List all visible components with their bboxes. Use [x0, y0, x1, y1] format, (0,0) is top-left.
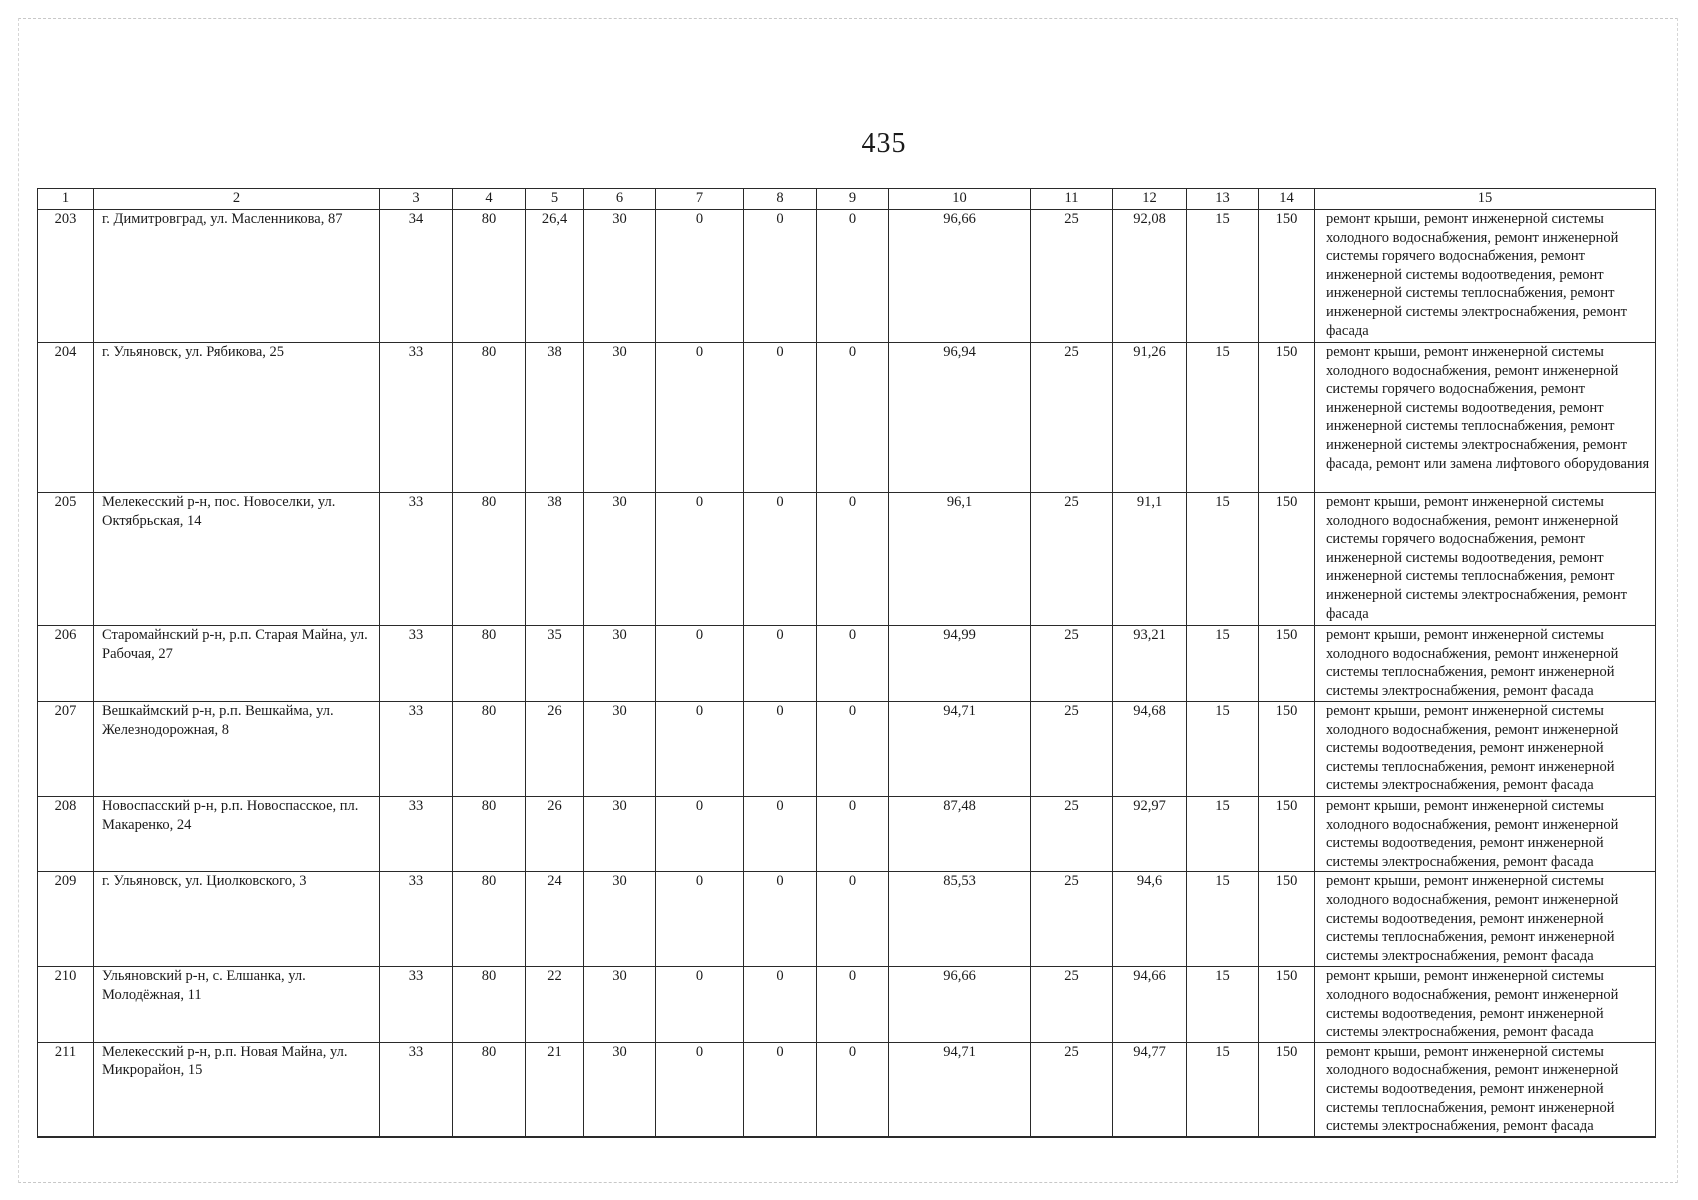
- address: г. Ульяновск, ул. Рябикова, 25: [94, 343, 380, 493]
- table-row: [38, 493, 1656, 626]
- value-col-10: 94,71: [889, 702, 1031, 797]
- value-col-8: 0: [744, 872, 817, 967]
- value-col-5: 35: [526, 626, 584, 702]
- value-col-13: 15: [1187, 493, 1259, 626]
- value-col-5: 26,4: [526, 210, 584, 343]
- row-number: 203: [38, 210, 94, 343]
- value-col-13: 15: [1187, 210, 1259, 343]
- table-row: [38, 210, 1656, 343]
- value-col-4: 80: [453, 493, 526, 626]
- value-col-12: 92,08: [1113, 210, 1187, 343]
- value-col-3: 34: [380, 210, 453, 343]
- page-number: 435: [861, 128, 907, 159]
- value-col-6: 30: [584, 210, 656, 343]
- column-header: 3: [380, 189, 453, 210]
- value-col-6: 30: [584, 967, 656, 1042]
- value-col-10: 87,48: [889, 797, 1031, 872]
- column-header: 4: [453, 189, 526, 210]
- value-col-10: 96,66: [889, 210, 1031, 343]
- address: Старомайнский р-н, р.п. Старая Майна, ул. Рабочая, 27: [94, 626, 380, 702]
- value-col-7: 0: [656, 702, 744, 797]
- column-header: 13: [1187, 189, 1259, 210]
- column-header: 1: [38, 189, 94, 210]
- value-col-6: 30: [584, 1042, 656, 1137]
- column-header: 15: [1315, 189, 1656, 210]
- value-col-3: 33: [380, 493, 453, 626]
- value-col-7: 0: [656, 493, 744, 626]
- address: Мелекесский р-н, пос. Новоселки, ул. Октябрьская, 14: [94, 493, 380, 626]
- value-col-4: 80: [453, 343, 526, 493]
- value-col-5: 22: [526, 967, 584, 1042]
- value-col-14: 150: [1259, 626, 1315, 702]
- value-col-14: 150: [1259, 702, 1315, 797]
- value-col-14: 150: [1259, 1042, 1315, 1137]
- value-col-9: 0: [817, 702, 889, 797]
- value-col-4: 80: [453, 1042, 526, 1137]
- value-col-12: 91,26: [1113, 343, 1187, 493]
- row-number: 205: [38, 493, 94, 626]
- value-col-9: 0: [817, 967, 889, 1042]
- value-col-6: 30: [584, 797, 656, 872]
- value-col-4: 80: [453, 967, 526, 1042]
- value-col-11: 25: [1031, 626, 1113, 702]
- value-col-4: 80: [453, 626, 526, 702]
- value-col-11: 25: [1031, 493, 1113, 626]
- value-col-13: 15: [1187, 872, 1259, 967]
- row-number: 204: [38, 343, 94, 493]
- value-col-11: 25: [1031, 343, 1113, 493]
- value-col-14: 150: [1259, 210, 1315, 343]
- address: г. Димитровград, ул. Масленникова, 87: [94, 210, 380, 343]
- value-col-12: 91,1: [1113, 493, 1187, 626]
- value-col-14: 150: [1259, 343, 1315, 493]
- value-col-11: 25: [1031, 1042, 1113, 1137]
- value-col-9: 0: [817, 210, 889, 343]
- value-col-14: 150: [1259, 872, 1315, 967]
- value-col-5: 26: [526, 702, 584, 797]
- row-number: 209: [38, 872, 94, 967]
- value-col-7: 0: [656, 872, 744, 967]
- table-row: [38, 343, 1656, 493]
- works-list: ремонт крыши, ремонт инженерной системы холодного водоснабжения, ремонт инженерной системы горячего водоснабжения, ремонт инженерной системы водоотведения, ремонт инженерной системы теплоснабжения, ремонт инженерной системы электроснабжения, ремонт фасада: [1315, 493, 1656, 626]
- column-header: 10: [889, 189, 1031, 210]
- value-col-12: 94,77: [1113, 1042, 1187, 1137]
- works-list: ремонт крыши, ремонт инженерной системы холодного водоснабжения, ремонт инженерной системы водоотведения, ремонт инженерной системы электроснабжения, ремонт фасада: [1315, 797, 1656, 872]
- table-row: [38, 872, 1656, 967]
- value-col-7: 0: [656, 1042, 744, 1137]
- value-col-6: 30: [584, 626, 656, 702]
- value-col-3: 33: [380, 797, 453, 872]
- value-col-10: 96,94: [889, 343, 1031, 493]
- value-col-8: 0: [744, 626, 817, 702]
- value-col-8: 0: [744, 343, 817, 493]
- value-col-3: 33: [380, 626, 453, 702]
- value-col-10: 85,53: [889, 872, 1031, 967]
- works-list: ремонт крыши, ремонт инженерной системы холодного водоснабжения, ремонт инженерной системы водоотведения, ремонт инженерной системы теплоснабжения, ремонт инженерной системы электроснабжения, ремонт фасада: [1315, 1042, 1656, 1137]
- value-col-5: 24: [526, 872, 584, 967]
- value-col-6: 30: [584, 702, 656, 797]
- value-col-10: 96,66: [889, 967, 1031, 1042]
- value-col-7: 0: [656, 967, 744, 1042]
- value-col-4: 80: [453, 797, 526, 872]
- column-header: 11: [1031, 189, 1113, 210]
- value-col-9: 0: [817, 1042, 889, 1137]
- value-col-12: 92,97: [1113, 797, 1187, 872]
- value-col-12: 93,21: [1113, 626, 1187, 702]
- works-list: ремонт крыши, ремонт инженерной системы холодного водоснабжения, ремонт инженерной системы горячего водоснабжения, ремонт инженерной системы водоотведения, ремонт инженерной системы теплоснабжения, ремонт инженерной системы электроснабжения, ремонт фасада: [1315, 210, 1656, 343]
- column-header: 8: [744, 189, 817, 210]
- value-col-3: 33: [380, 343, 453, 493]
- address: Мелекесский р-н, р.п. Новая Майна, ул. Микрорайон, 15: [94, 1042, 380, 1137]
- value-col-11: 25: [1031, 702, 1113, 797]
- value-col-14: 150: [1259, 493, 1315, 626]
- value-col-9: 0: [817, 797, 889, 872]
- value-col-5: 38: [526, 493, 584, 626]
- column-header: 6: [584, 189, 656, 210]
- address: Ульяновский р-н, с. Елшанка, ул. Молодёжная, 11: [94, 967, 380, 1042]
- address: г. Ульяновск, ул. Циолковского, 3: [94, 872, 380, 967]
- table-row: [38, 702, 1656, 797]
- value-col-13: 15: [1187, 626, 1259, 702]
- works-list: ремонт крыши, ремонт инженерной системы холодного водоснабжения, ремонт инженерной системы горячего водоснабжения, ремонт инженерной системы водоотведения, ремонт инженерной системы теплоснабжения, ремонт инженерной системы электроснабжения, ремонт фасада, ремонт или замена лифтового оборудования: [1315, 343, 1656, 493]
- table-row: [38, 626, 1656, 702]
- value-col-8: 0: [744, 210, 817, 343]
- column-header: 12: [1113, 189, 1187, 210]
- row-number: 211: [38, 1042, 94, 1137]
- value-col-3: 33: [380, 967, 453, 1042]
- value-col-5: 38: [526, 343, 584, 493]
- value-col-9: 0: [817, 343, 889, 493]
- value-col-4: 80: [453, 210, 526, 343]
- value-col-12: 94,68: [1113, 702, 1187, 797]
- row-number: 208: [38, 797, 94, 872]
- value-col-13: 15: [1187, 967, 1259, 1042]
- row-number: 206: [38, 626, 94, 702]
- value-col-13: 15: [1187, 1042, 1259, 1137]
- value-col-7: 0: [656, 343, 744, 493]
- value-col-6: 30: [584, 493, 656, 626]
- header-row: [38, 189, 1656, 210]
- value-col-8: 0: [744, 702, 817, 797]
- value-col-13: 15: [1187, 797, 1259, 872]
- value-col-9: 0: [817, 493, 889, 626]
- value-col-3: 33: [380, 1042, 453, 1137]
- data-table: [37, 188, 1656, 1138]
- value-col-9: 0: [817, 626, 889, 702]
- value-col-14: 150: [1259, 967, 1315, 1042]
- column-header: 14: [1259, 189, 1315, 210]
- value-col-7: 0: [656, 210, 744, 343]
- value-col-4: 80: [453, 702, 526, 797]
- works-list: ремонт крыши, ремонт инженерной системы холодного водоснабжения, ремонт инженерной системы водоотведения, ремонт инженерной системы теплоснабжения, ремонт инженерной системы электроснабжения, ремонт фасада: [1315, 702, 1656, 797]
- works-list: ремонт крыши, ремонт инженерной системы холодного водоснабжения, ремонт инженерной системы водоотведения, ремонт инженерной системы электроснабжения, ремонт фасада: [1315, 967, 1656, 1042]
- value-col-8: 0: [744, 967, 817, 1042]
- table-row: [38, 967, 1656, 1042]
- value-col-11: 25: [1031, 872, 1113, 967]
- address: Новоспасский р-н, р.п. Новоспасское, пл. Макаренко, 24: [94, 797, 380, 872]
- works-list: ремонт крыши, ремонт инженерной системы холодного водоснабжения, ремонт инженерной системы водоотведения, ремонт инженерной системы теплоснабжения, ремонт инженерной системы электроснабжения, ремонт фасада: [1315, 872, 1656, 967]
- value-col-7: 0: [656, 626, 744, 702]
- value-col-13: 15: [1187, 702, 1259, 797]
- value-col-10: 94,99: [889, 626, 1031, 702]
- column-header: 2: [94, 189, 380, 210]
- column-header: 9: [817, 189, 889, 210]
- value-col-5: 26: [526, 797, 584, 872]
- value-col-6: 30: [584, 343, 656, 493]
- value-col-8: 0: [744, 493, 817, 626]
- value-col-13: 15: [1187, 343, 1259, 493]
- value-col-8: 0: [744, 1042, 817, 1137]
- value-col-11: 25: [1031, 210, 1113, 343]
- table-row: [38, 1042, 1656, 1137]
- value-col-7: 0: [656, 797, 744, 872]
- value-col-5: 21: [526, 1042, 584, 1137]
- value-col-8: 0: [744, 797, 817, 872]
- value-col-4: 80: [453, 872, 526, 967]
- column-header: 5: [526, 189, 584, 210]
- works-list: ремонт крыши, ремонт инженерной системы холодного водоснабжения, ремонт инженерной системы теплоснабжения, ремонт инженерной системы электроснабжения, ремонт фасада: [1315, 626, 1656, 702]
- row-number: 210: [38, 967, 94, 1042]
- value-col-10: 94,71: [889, 1042, 1031, 1137]
- column-header: 7: [656, 189, 744, 210]
- value-col-3: 33: [380, 872, 453, 967]
- value-col-3: 33: [380, 702, 453, 797]
- value-col-10: 96,1: [889, 493, 1031, 626]
- value-col-11: 25: [1031, 967, 1113, 1042]
- value-col-14: 150: [1259, 797, 1315, 872]
- value-col-12: 94,66: [1113, 967, 1187, 1042]
- value-col-6: 30: [584, 872, 656, 967]
- value-col-11: 25: [1031, 797, 1113, 872]
- address: Вешкаймский р-н, р.п. Вешкайма, ул. Железнодорожная, 8: [94, 702, 380, 797]
- value-col-12: 94,6: [1113, 872, 1187, 967]
- value-col-9: 0: [817, 872, 889, 967]
- row-number: 207: [38, 702, 94, 797]
- table-row: [38, 797, 1656, 872]
